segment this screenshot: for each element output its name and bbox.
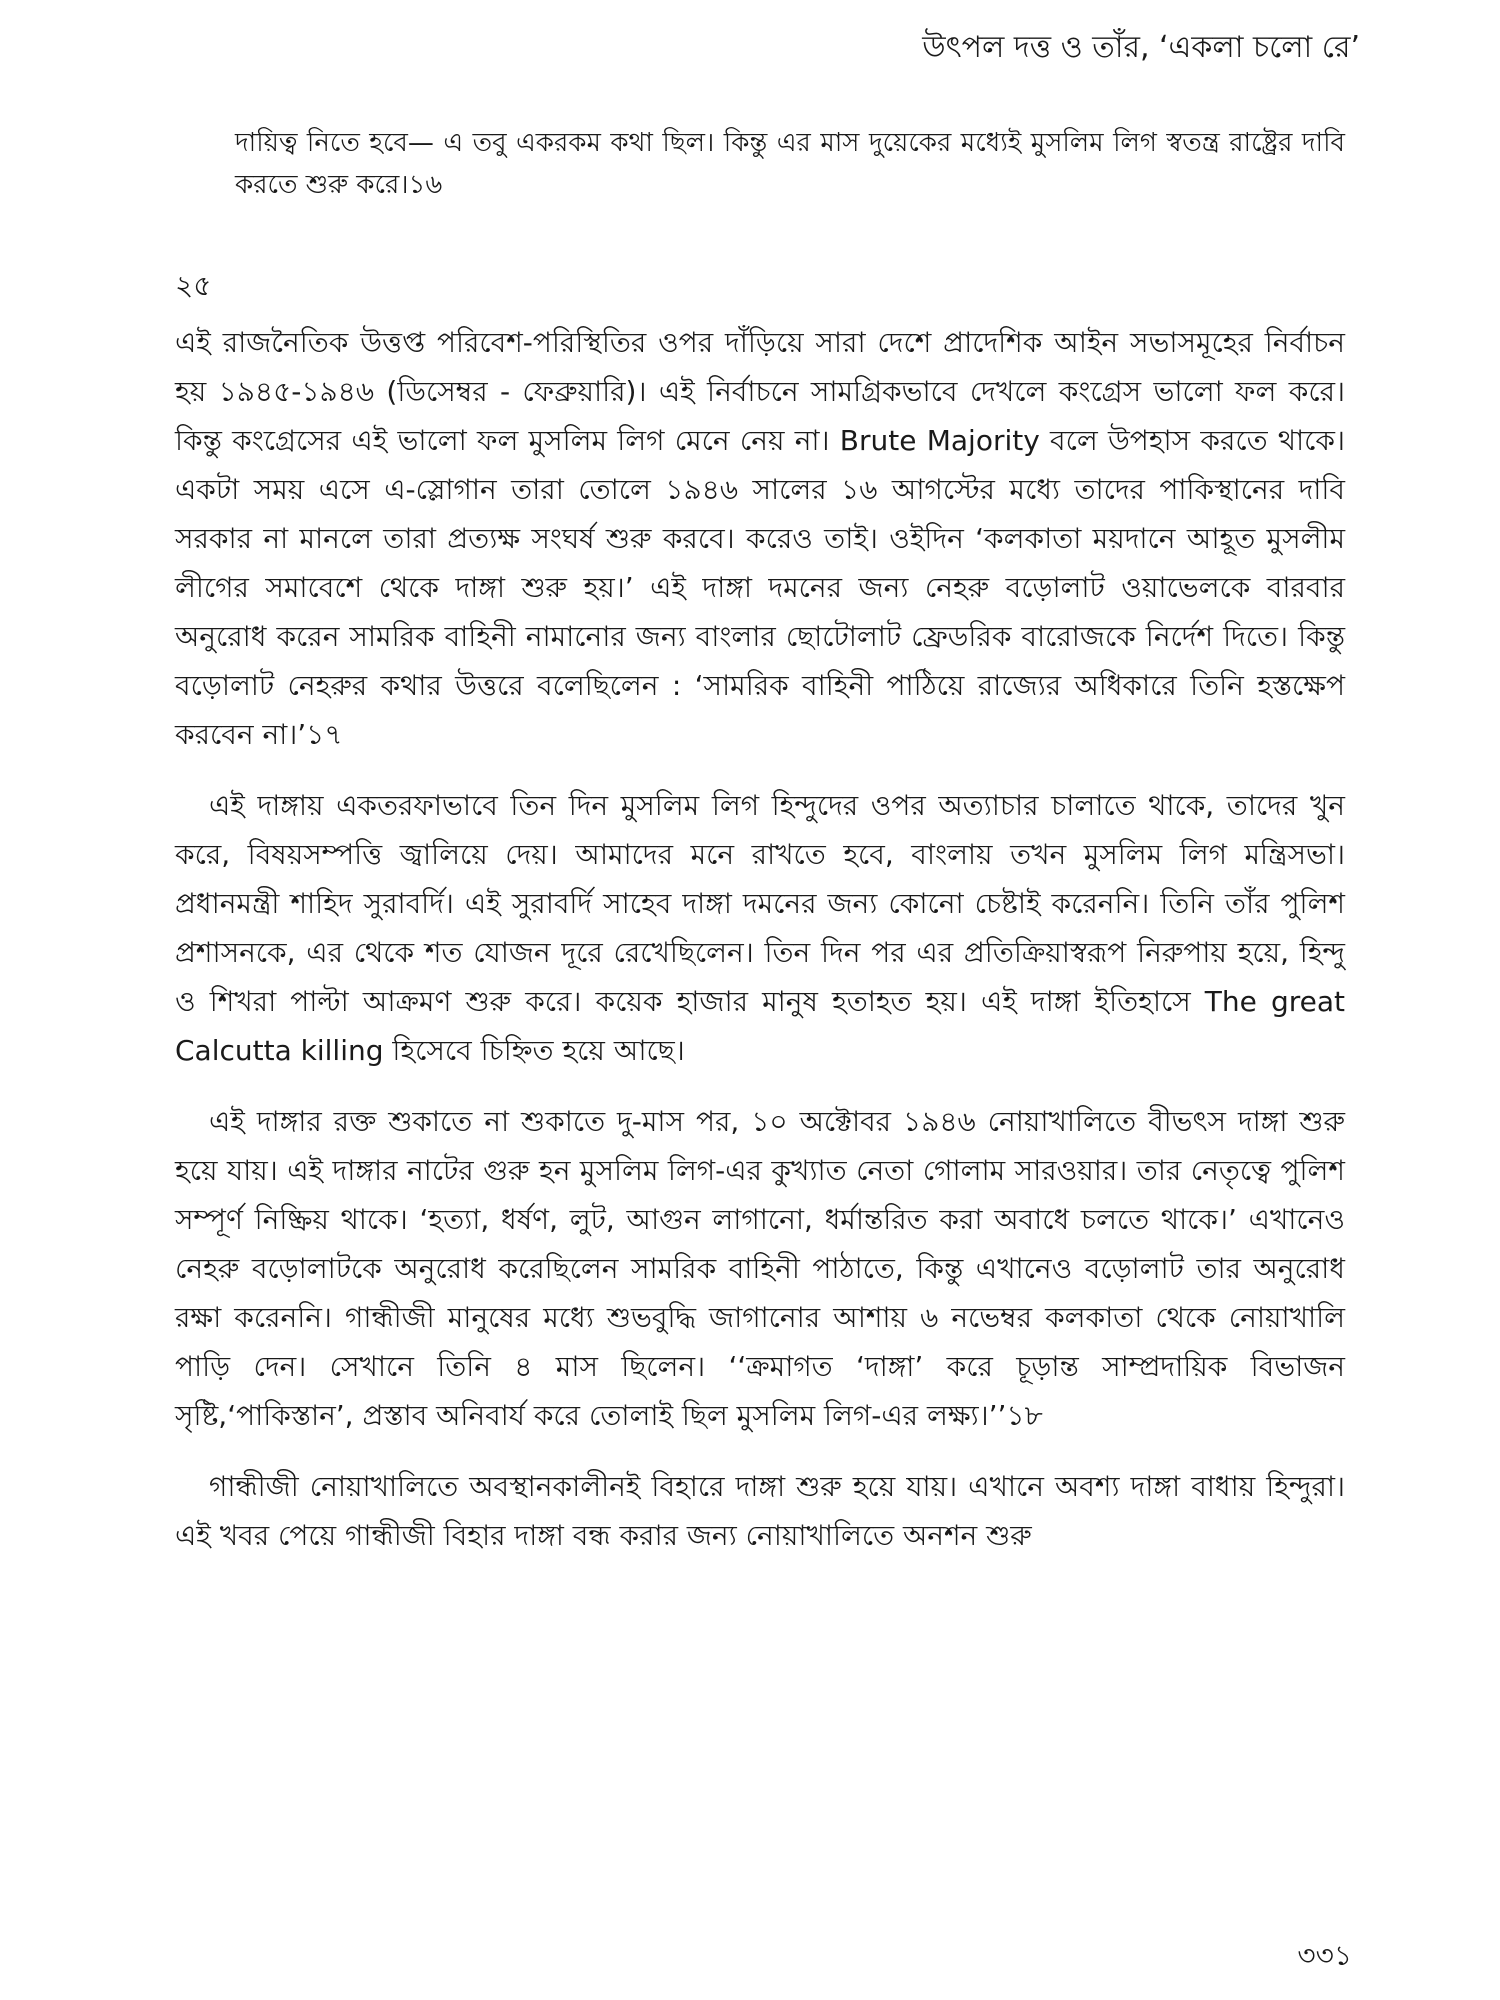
paragraph-3: এই দাঙ্গার রক্ত শুকাতে না শুকাতে দু-মাস পর, ১০ অক্টোবর ১৯৪৬ নোয়াখালিতে বীভৎস দাঙ্গা শুরু হয়ে যায়। এই দাঙ্গার নাটের গুরু হন মুসলিম লিগ-এর কুখ্যাত নেতা গোলাম সারওয়ার। তার নেতৃত্বে পুলিশ সম্পূর্ণ নিষ্ক্রিয় থাকে। ‘হত্যা, ধর্ষণ, লুট, আগুন লাগানো, ধর্মান্তরিত করা অবাধে চলতে থাকে।’ এখানেও নেহরু বড়োলাটকে অনুরোধ করেছিলেন সামরিক বাহিনী পাঠাতে, কিন্তু এখানেও বড়োলাট তার অনুরোধ রক্ষা করেননি। গান্ধীজী মানুষের মধ্যে শুভবুদ্ধি জাগানোর আশায় ৬ নভেম্বর কলকাতা থেকে নোয়াখালি পাড়ি দেন। সেখানে তিনি ৪ মাস ছিলেন। ‘‘ক্রমাগত ‘দাঙ্গা’ করে চূড়ান্ত সাম্প্রদায়িক বিভাজন সৃষ্টি,‘পাকিস্তান’, প্রস্তাব অনিবার্য করে তোলাই ছিল মুসলিম লিগ-এর লক্ষ্য।’’১৮ (175, 1105, 1345, 1432)
paragraph-2: এই দাঙ্গায় একতরফাভাবে তিন দিন মুসলিম লিগ হিন্দুদের ওপর অত্যাচার চালাতে থাকে, তাদের খুন করে, বিষয়সম্পত্তি জ্বালিয়ে দেয়। আমাদের মনে রাখতে হবে, বাংলায় তখন মুসলিম লিগ মন্ত্রিসভা। প্রধানমন্ত্রী শাহিদ সুরাবর্দি। এই সুরাবর্দি সাহেব দাঙ্গা দমনের জন্য কোনো চেষ্টাই করেননি। তিনি তাঁর পুলিশ প্রশাসনকে, এর থেকে শত যোজন দূরে রেখেছিলেন। তিন দিন পর এর প্রতিক্রিয়াস্বরূপ নিরুপায় হয়ে, হিন্দু ও শিখরা পাল্টা আক্রমণ শুরু করে। কয়েক হাজার মানুষ হতাহত হয়। এই দাঙ্গা ইতিহাসে The great Calcutta killing হিসেবে চিহ্নিত হয়ে আছে। (175, 789, 1345, 1067)
page-number: ৩৩১ (1297, 1939, 1352, 1972)
running-header: উৎপল দত্ত ও তাঁর, ‘একলা চলো রে’ (922, 30, 1360, 65)
paragraph-1: এই রাজনৈতিক উত্তপ্ত পরিবেশ-পরিস্থিতির ওপর দাঁড়িয়ে সারা দেশে প্রাদেশিক আইন সভাসমূহের নির্বাচন হয় ১৯৪৫-১৯৪৬ (ডিসেম্বর - ফেব্রুয়ারি)। এই নির্বাচনে সামগ্রিকভাবে দেখলে কংগ্রেস ভালো ফল করে। কিন্তু কংগ্রেসের এই ভালো ফল মুসলিম লিগ মেনে নেয় না। Brute Majority বলে উপহাস করতে থাকে। একটা সময় এসে এ-স্লোগান তারা তোলে ১৯৪৬ সালের ১৬ আগস্টের মধ্যে তাদের পাকিস্থানের দাবি সরকার না মানলে তারা প্রত্যক্ষ সংঘর্ষ শুরু করবে। করেও তাই। ওইদিন ‘কলকাতা ময়দানে আহূত মুসলীম লীগের সমাবেশে থেকে দাঙ্গা শুরু হয়।’ এই দাঙ্গা দমনের জন্য নেহরু বড়োলাট ওয়াভেলকে বারবার অনুরোধ করেন সামরিক বাহিনী নামানোর জন্য বাংলার ছোটোলাট ফ্রেডরিক বারোজকে নির্দেশ দিতে। কিন্তু বড়োলাট নেহরুর কথার উত্তরে বলেছিলেন : ‘সামরিক বাহিনী পাঠিয়ে রাজ্যের অধিকারে তিনি হস্তক্ষেপ করবেন না।’১৭ (175, 326, 1345, 751)
paragraph-4: গান্ধীজী নোয়াখালিতে অবস্থানকালীনই বিহারে দাঙ্গা শুরু হয়ে যায়। এখানে অবশ্য দাঙ্গা বাধায় হিন্দুরা। এই খবর পেয়ে গান্ধীজী বিহার দাঙ্গা বন্ধ করার জন্য নোয়াখালিতে অনশন শুরু (175, 1470, 1345, 1552)
body-text (175, 318, 1345, 1582)
quote-block: দায়িত্ব নিতে হবে— এ তবু একরকম কথা ছিল। কিন্তু এর মাস দুয়েকের মধ্যেই মুসলিম লিগ স্বতন্ত্র রাষ্ট্রের দাবি করতে শুরু করে।১৬ (235, 128, 1345, 200)
section-number: ২৫ (175, 269, 212, 302)
